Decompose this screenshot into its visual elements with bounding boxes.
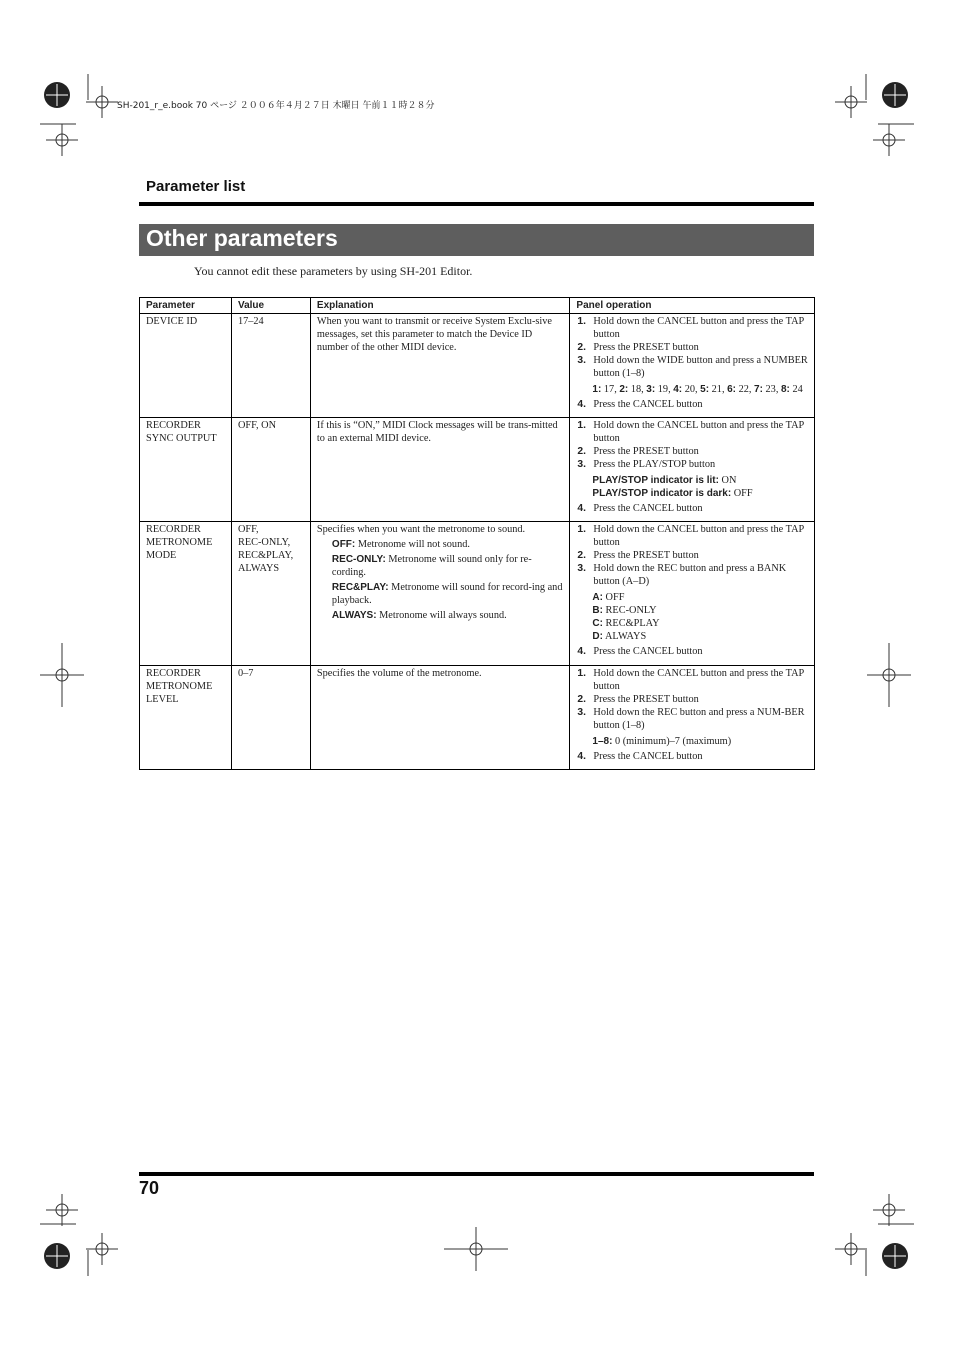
value-key: C: (592, 618, 603, 629)
operation-step (576, 419, 808, 445)
step-text: Press the PLAY/STOP button (593, 459, 716, 470)
operation-step (576, 549, 808, 562)
value-desc: 19, (655, 384, 674, 395)
intro-text: You cannot edit these parameters by using SH-201 Editor. (194, 264, 473, 278)
value-line: OFF, (237, 524, 259, 535)
header-parameter: Parameter (140, 298, 232, 314)
parameter-name-line: DEVICE ID (146, 316, 198, 327)
value-desc: 21, (709, 384, 728, 395)
value-key: PLAY/STOP indicator is dark: (592, 488, 732, 499)
parameter-name-line: MODE (146, 550, 177, 561)
value-desc: OFF (731, 488, 753, 499)
step-text: Press the PRESET button (593, 446, 699, 457)
value-line (592, 474, 808, 487)
page-number: 70 (139, 1178, 160, 1198)
step-text: Press the CANCEL button (593, 751, 703, 762)
cell-parameter (140, 418, 232, 522)
operation-step (576, 645, 808, 658)
option-key: OFF: (331, 539, 356, 550)
step-values (576, 383, 808, 396)
option-item (317, 538, 564, 551)
value-line: 0–7 (237, 668, 254, 679)
table-body (140, 314, 815, 770)
header-value: Value (231, 298, 310, 314)
value-desc: 24 (789, 384, 803, 395)
step-text: Hold down the REC button and press a NUM-BER button (1–8) (593, 707, 805, 731)
cell-panel-operation (570, 418, 815, 522)
operation-step (576, 502, 808, 515)
value-desc: REC&PLAY (602, 618, 660, 629)
option-desc: Metronome will sound only for re-cording. (331, 554, 532, 578)
operation-step (576, 562, 808, 588)
header-panel-operation: Panel operation (570, 298, 815, 314)
step-text: Hold down the CANCEL button and press the TAP button (593, 524, 804, 548)
value-desc: ON (718, 475, 737, 486)
step-number: 4. (577, 503, 587, 514)
value-desc: 22, (736, 384, 755, 395)
operation-step (576, 341, 808, 354)
table-row (140, 314, 815, 418)
step-number: 2. (577, 694, 587, 705)
cell-parameter (140, 314, 232, 418)
cell-panel-operation (570, 522, 815, 666)
step-text: Hold down the WIDE button and press a NUMBER button (1–8) (593, 355, 808, 379)
section-title: Parameter list (146, 178, 246, 195)
step-number: 4. (577, 399, 587, 410)
step-text: Press the PRESET button (593, 550, 699, 561)
table-row (140, 418, 815, 522)
cell-explanation (310, 418, 570, 522)
value-desc: REC-ONLY (602, 605, 657, 616)
cell-value (231, 314, 310, 418)
step-text: Hold down the CANCEL button and press the TAP button (593, 420, 804, 444)
value-line: REC&PLAY, (237, 550, 294, 561)
parameter-name-line: RECORDER (146, 524, 201, 535)
step-number: 2. (577, 550, 587, 561)
value-key: 8: (780, 384, 790, 395)
value-desc: 18, (628, 384, 647, 395)
step-text: Press the CANCEL button (593, 503, 703, 514)
parameter-name-line: METRONOME (146, 537, 213, 548)
value-line: 17–24 (237, 316, 264, 327)
value-key: 6: (727, 384, 737, 395)
cell-parameter (140, 666, 232, 770)
step-number: 1. (577, 524, 587, 535)
step-values (576, 735, 808, 748)
parameter-name-line: METRONOME (146, 681, 213, 692)
value-desc: ALWAYS (602, 631, 647, 642)
value-desc: 17, (601, 384, 620, 395)
bottom-rule (139, 1172, 814, 1176)
value-desc: 23, (762, 384, 781, 395)
value-line: OFF, ON (237, 420, 277, 431)
operation-step (576, 706, 808, 732)
parameter-name-line: LEVEL (146, 694, 179, 705)
cell-parameter (140, 522, 232, 666)
cell-explanation (310, 666, 570, 770)
explanation-text: If this is “ON,” MIDI Clock messages will be trans-mitted to an external MIDI device. (316, 420, 558, 444)
value-key: 3: (646, 384, 656, 395)
step-number: 3. (577, 459, 587, 470)
option-desc: Metronome will not sound. (355, 539, 470, 550)
step-values (576, 474, 808, 500)
value-line (592, 604, 808, 617)
value-line (592, 487, 808, 500)
parameter-name-line: RECORDER (146, 668, 201, 679)
operation-step (576, 458, 808, 471)
option-item (317, 553, 564, 579)
value-key: 4: (673, 384, 683, 395)
header-explanation: Explanation (310, 298, 570, 314)
explanation-text: Specifies when you want the metronome to sound. (316, 524, 526, 535)
option-key: ALWAYS: (331, 610, 377, 621)
option-key: REC-ONLY: (331, 554, 386, 565)
operation-step (576, 398, 808, 411)
operation-step (576, 315, 808, 341)
value-line: REC-ONLY, (237, 537, 291, 548)
step-number: 3. (577, 355, 587, 366)
operation-step (576, 354, 808, 380)
value-line (592, 630, 808, 643)
option-desc: Metronome will always sound. (376, 610, 507, 621)
cell-value (231, 666, 310, 770)
table-header-row (140, 298, 815, 314)
parameter-name-line: RECORDER (146, 420, 201, 431)
step-text: Hold down the CANCEL button and press the TAP button (593, 668, 804, 692)
value-line (592, 617, 808, 630)
value-key: A: (592, 592, 603, 603)
value-line (592, 591, 808, 604)
operation-step (576, 693, 808, 706)
top-rule (139, 202, 814, 206)
value-key: 1–8: (592, 736, 613, 747)
step-number: 1. (577, 420, 587, 431)
cell-panel-operation (570, 314, 815, 418)
step-number: 1. (577, 668, 587, 679)
step-number: 2. (577, 342, 587, 353)
option-item (317, 581, 564, 607)
value-key: D: (592, 631, 603, 642)
operation-step (576, 523, 808, 549)
step-text: Press the PRESET button (593, 694, 699, 705)
step-text: Press the CANCEL button (593, 399, 703, 410)
title-bar (139, 224, 814, 256)
step-text: Hold down the REC button and press a BANK button (A–D) (593, 563, 787, 587)
step-number: 4. (577, 646, 587, 657)
print-meta: SH-201_r_e.book 70 ページ ２００６年４月２７日 木曜日 午前１１時２８分 (117, 101, 435, 111)
parameter-table (139, 297, 815, 770)
value-key: 2: (619, 384, 629, 395)
explanation-text: Specifies the volume of the metronome. (316, 668, 482, 679)
cell-explanation (310, 522, 570, 666)
table-row (140, 522, 815, 666)
step-number: 2. (577, 446, 587, 457)
cell-value (231, 522, 310, 666)
table-row (140, 666, 815, 770)
cell-panel-operation (570, 666, 815, 770)
step-text: Press the PRESET button (593, 342, 699, 353)
cell-explanation (310, 314, 570, 418)
operation-step (576, 750, 808, 763)
step-number: 4. (577, 751, 587, 762)
step-number: 3. (577, 563, 587, 574)
parameter-name-line: SYNC OUTPUT (146, 433, 217, 444)
step-text: Hold down the CANCEL button and press the TAP button (593, 316, 804, 340)
step-number: 1. (577, 316, 587, 327)
operation-step (576, 667, 808, 693)
value-desc: 20, (682, 384, 701, 395)
option-desc: Metronome will sound for record-ing and playback. (331, 582, 563, 606)
value-desc: OFF (602, 592, 625, 603)
cell-value (231, 418, 310, 522)
step-values (576, 591, 808, 643)
operation-step (576, 445, 808, 458)
explanation-text: When you want to transmit or receive System Exclu-sive messages, set this parameter to match the Device ID number of the other MIDI device. (316, 316, 552, 353)
value-key: 5: (700, 384, 710, 395)
value-desc: 0 (minimum)–7 (maximum) (612, 736, 732, 747)
value-line: ALWAYS (237, 563, 280, 574)
value-line (592, 735, 808, 748)
step-text: Press the CANCEL button (593, 646, 703, 657)
value-key: B: (592, 605, 603, 616)
value-key: PLAY/STOP indicator is lit: (592, 475, 719, 486)
value-key: 7: (754, 384, 763, 395)
option-item (317, 609, 564, 622)
page-title: Other parameters (146, 225, 338, 251)
value-key: 1: (592, 384, 602, 395)
step-number: 3. (577, 707, 587, 718)
option-key: REC&PLAY: (331, 582, 389, 593)
